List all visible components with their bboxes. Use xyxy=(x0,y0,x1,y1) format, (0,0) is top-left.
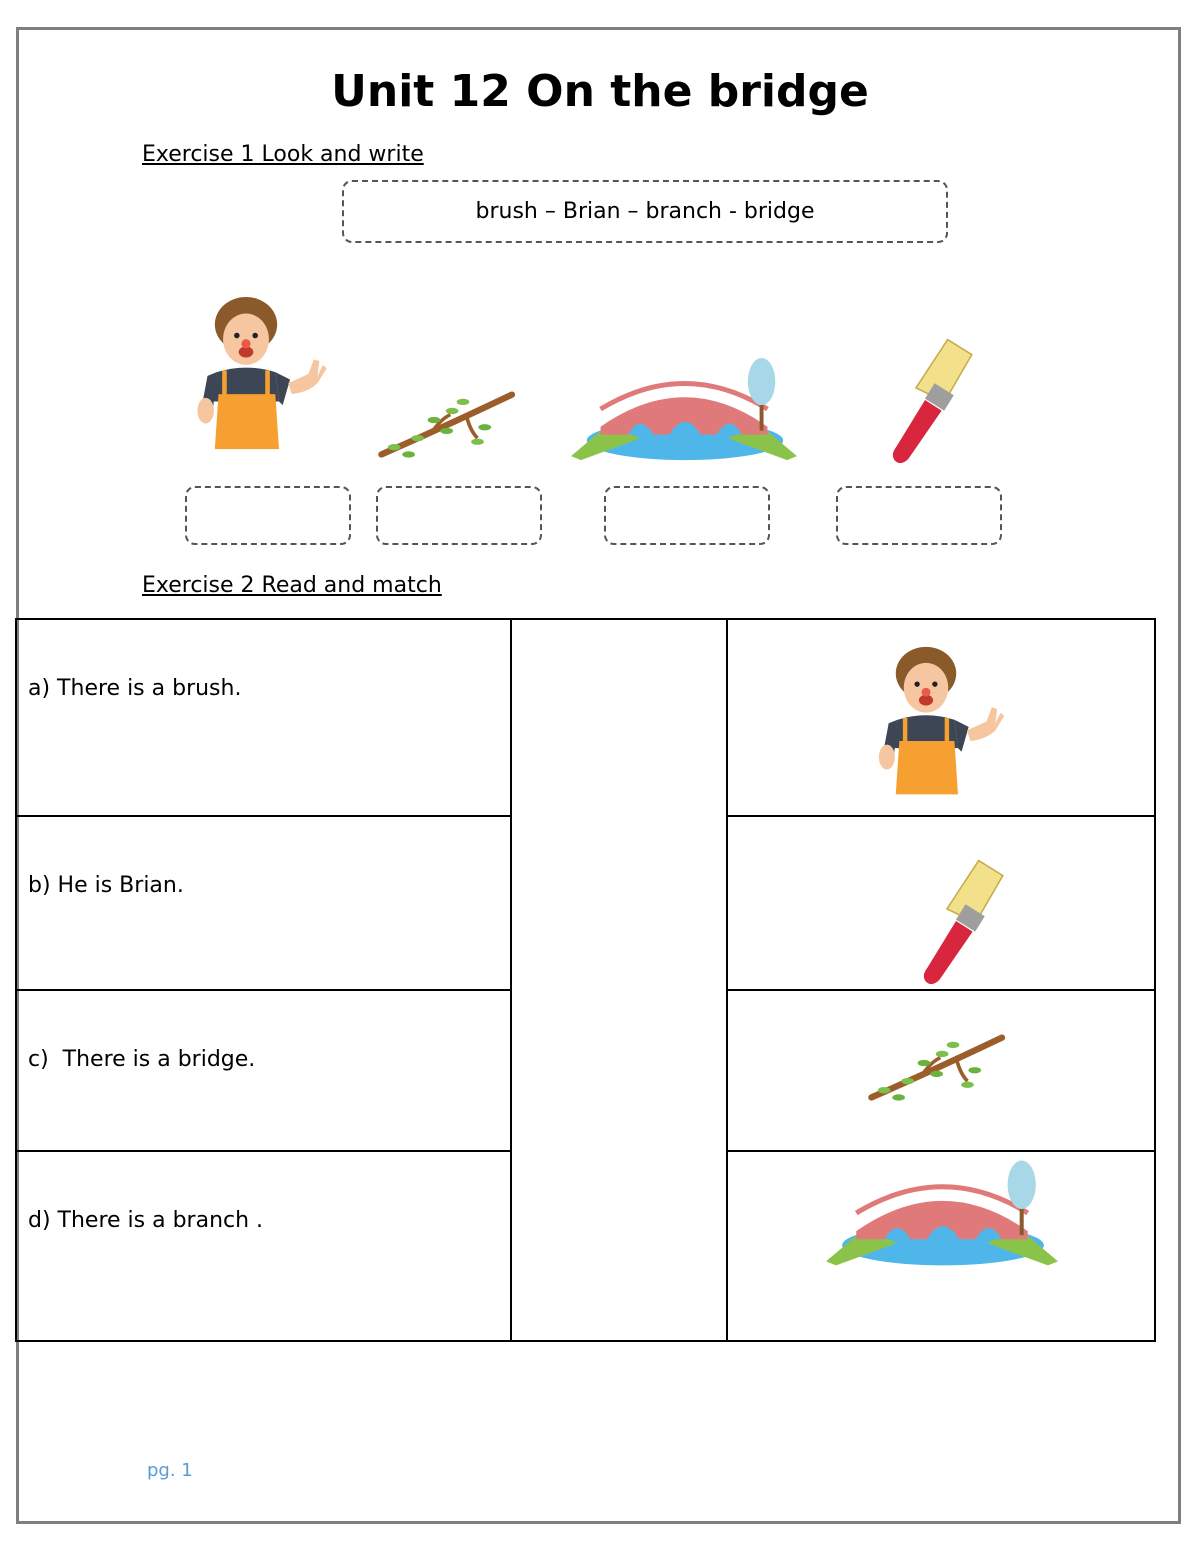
branch-icon xyxy=(376,374,521,466)
match-table xyxy=(15,618,1156,1342)
exercise2-heading: Exercise 2 Read and match xyxy=(142,573,442,598)
branch-icon xyxy=(866,1017,1011,1109)
answer-box-4[interactable] xyxy=(836,486,1002,545)
page-title: Unit 12 On the bridge xyxy=(331,66,869,117)
answer-box-2[interactable] xyxy=(376,486,542,545)
brush-icon xyxy=(894,853,1018,989)
match-gap xyxy=(511,619,727,1341)
table-row xyxy=(16,619,1155,816)
brush-icon xyxy=(862,332,988,468)
sentence-b: b) He is Brian. xyxy=(28,873,184,898)
bridge-icon xyxy=(568,358,800,466)
exercise1-heading: Exercise 1 Look and write xyxy=(142,142,424,167)
answer-box-1[interactable] xyxy=(185,486,351,545)
sentence-a: a) There is a brush. xyxy=(28,676,242,701)
word-bank xyxy=(342,180,948,243)
boy-icon xyxy=(180,284,345,464)
answer-box-3[interactable] xyxy=(604,486,770,545)
word-bank-text: brush – Brian – branch - bridge xyxy=(475,199,815,224)
page-number: pg. 1 xyxy=(147,1460,193,1481)
sentence-d: d) There is a branch . xyxy=(28,1208,264,1233)
sentence-c: c) There is a bridge. xyxy=(28,1047,256,1072)
boy-icon xyxy=(862,634,1022,809)
bridge-icon xyxy=(826,1160,1058,1272)
